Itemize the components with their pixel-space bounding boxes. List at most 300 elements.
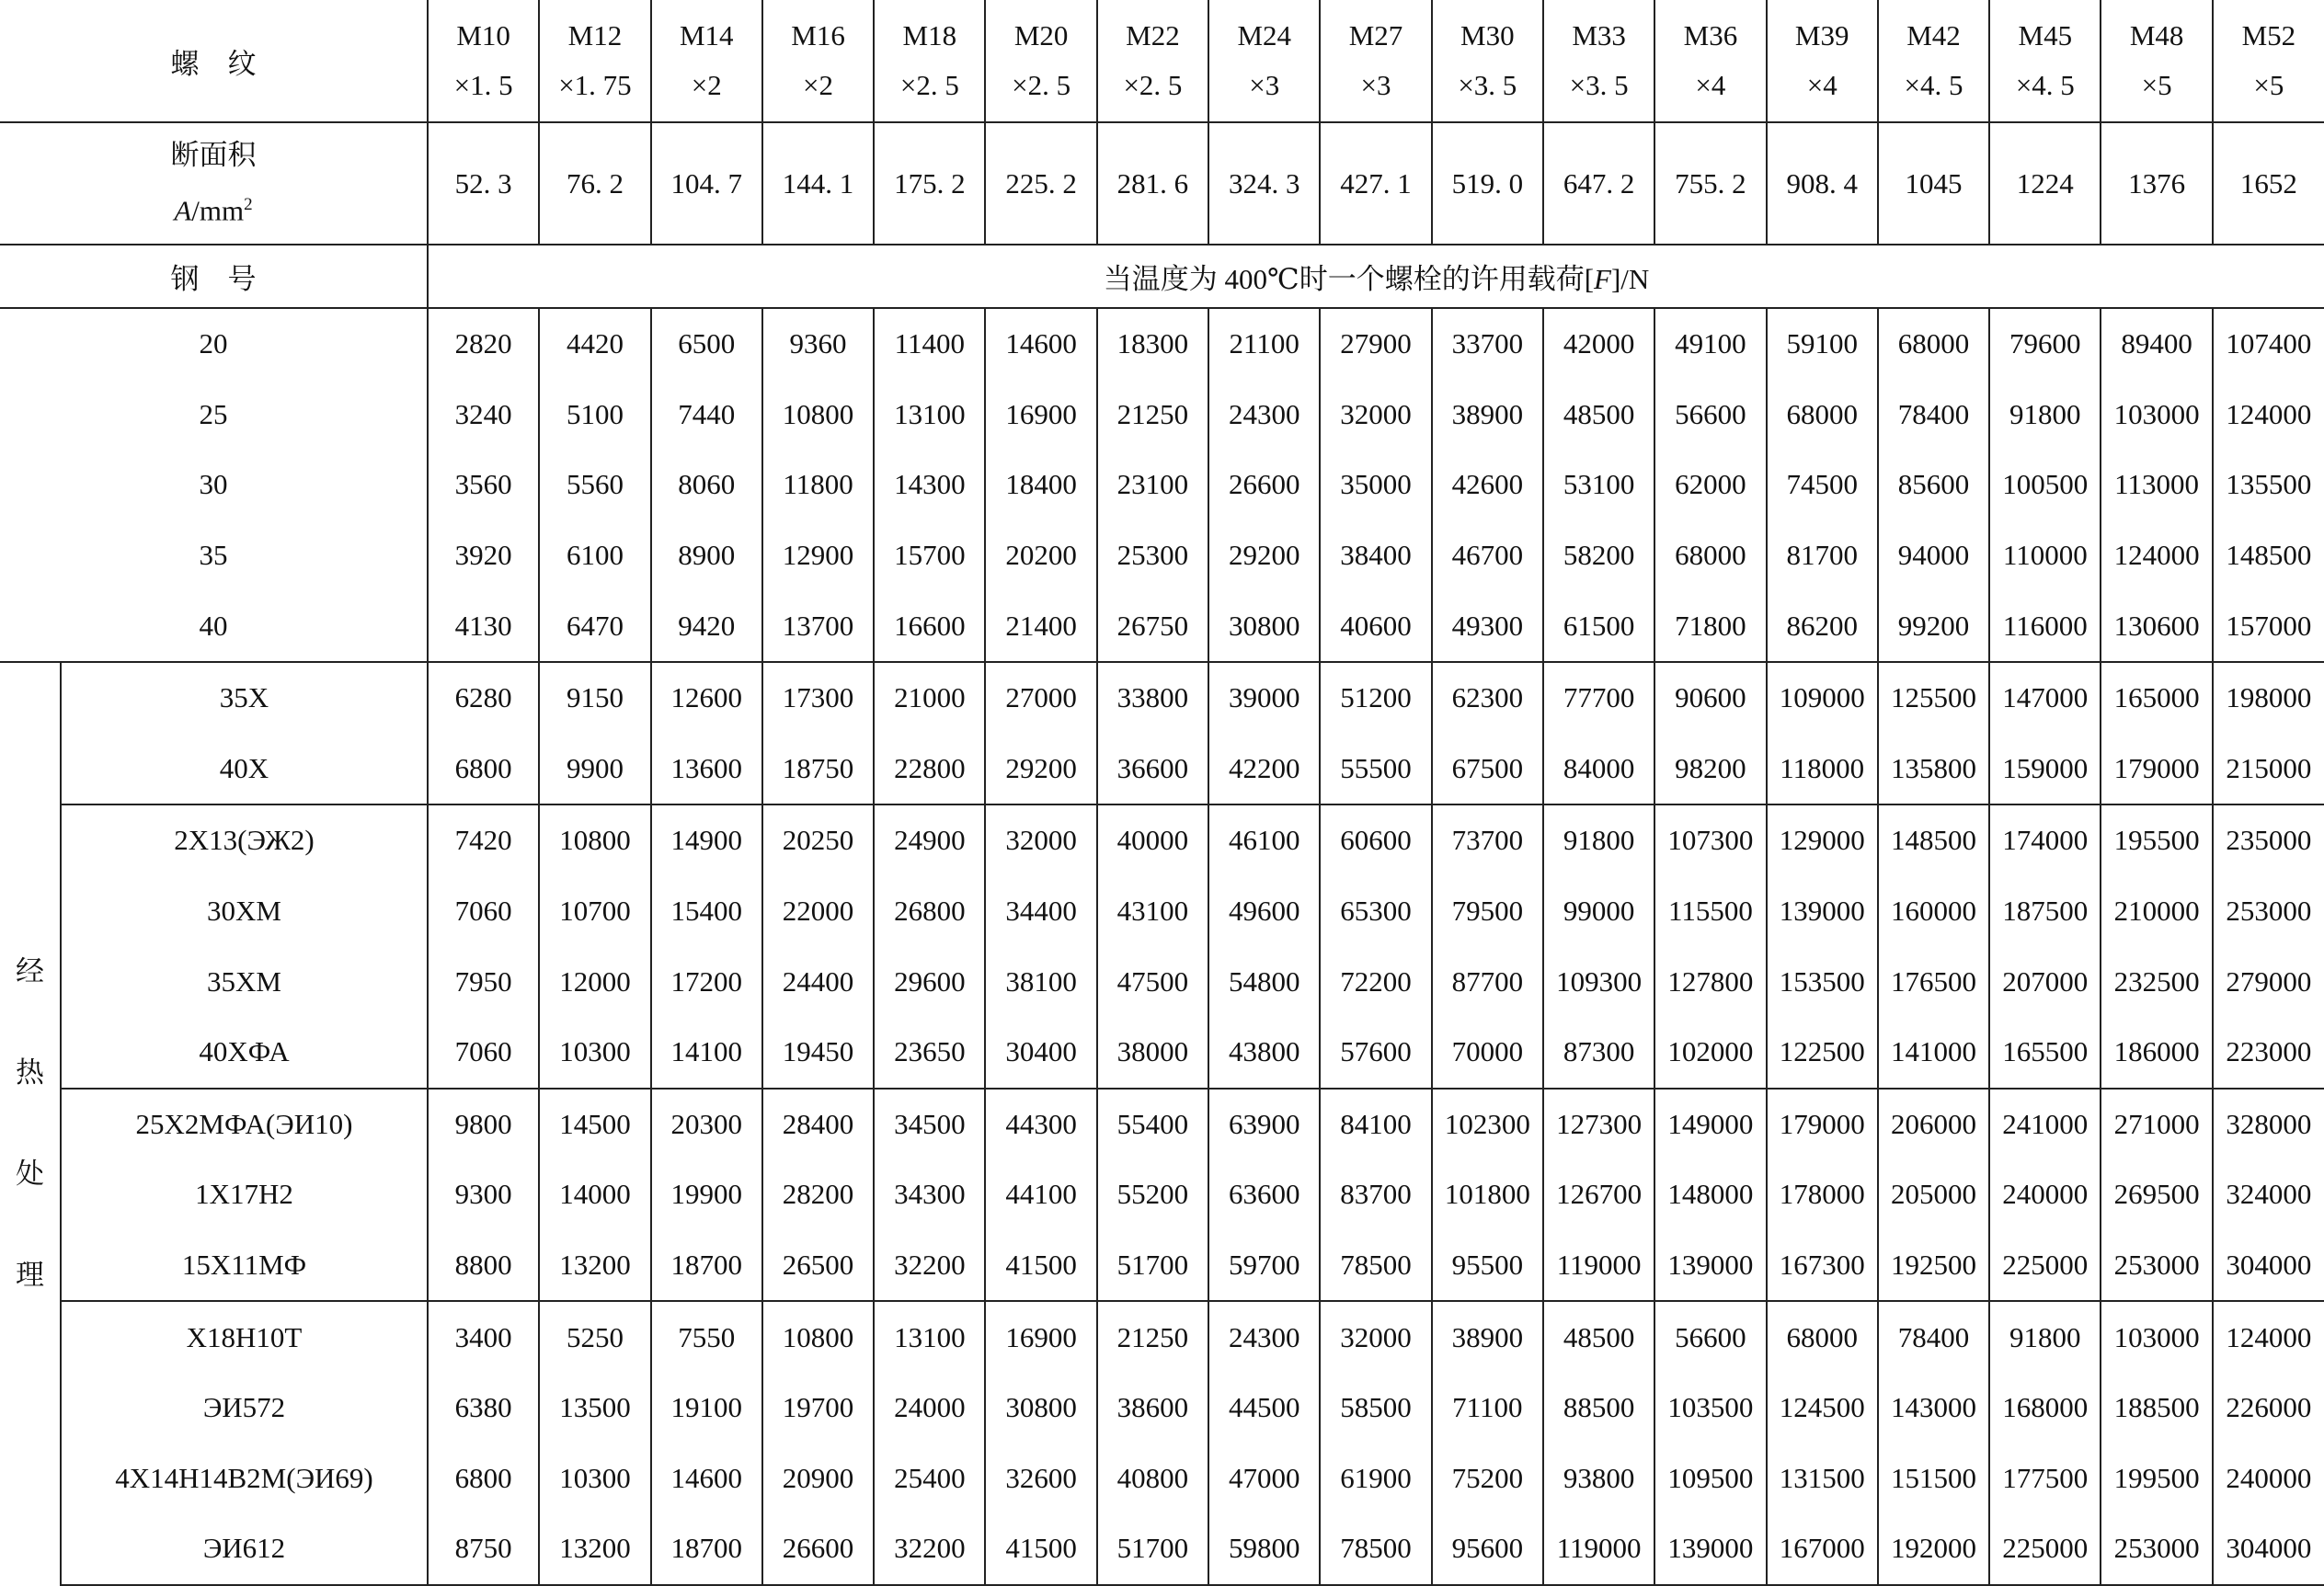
load-value: 22800 [874,734,985,805]
load-value: 174000 [1989,804,2101,876]
load-value: 13100 [874,1301,985,1373]
load-value: 93800 [1543,1443,1654,1514]
load-value: 225000 [1989,1230,2101,1302]
load-value: 7440 [651,380,762,451]
load-value: 90600 [1654,662,1766,734]
load-value: 13600 [651,734,762,805]
heat-treated-char: 处 [16,1158,44,1191]
load-value: 53100 [1543,450,1654,520]
load-value: 101800 [1432,1159,1543,1230]
steel-grade: 1X17H2 [61,1159,428,1230]
steel-grade: 35 [0,520,428,591]
table-row [0,1230,2324,1302]
load-value: 60600 [1320,804,1431,876]
area-value: 175. 2 [874,122,985,245]
load-value: 167300 [1767,1230,1878,1302]
load-value: 81700 [1767,520,1878,591]
load-value: 94000 [1878,520,1989,591]
thread-size-cell [1320,0,1431,122]
load-value: 78500 [1320,1513,1431,1585]
thread-size: M18 [902,19,957,51]
thread-size-cell [874,0,985,122]
thread-size: M12 [567,19,623,51]
load-value: 91800 [1989,1301,2101,1373]
steel-grade: 2X13(ЭЖ2) [61,804,428,876]
thread-pitch: ×3. 5 [1458,69,1517,101]
load-value: 87300 [1543,1017,1654,1089]
load-value: 8060 [651,450,762,520]
load-value: 13200 [539,1230,650,1302]
load-value: 30800 [1208,590,1320,662]
table-row [0,520,2324,591]
thread-size-cell [428,0,539,122]
load-value: 226000 [2226,1391,2312,1424]
thread-size: M20 [1013,19,1069,51]
load-value: 198000 [2226,681,2312,714]
load-value: 7550 [651,1301,762,1373]
load-value: 44100 [985,1159,1096,1230]
load-value: 176500 [1878,946,1989,1017]
load-value: 110000 [1989,520,2101,591]
steel-grade: ЭИ572 [61,1373,428,1443]
load-value: 20900 [762,1443,874,1514]
thread-size-cell [2213,0,2324,122]
load-value: 78400 [1878,380,1989,451]
load-value: 3240 [428,380,539,451]
table-row [0,734,2324,805]
load-value: 58200 [1543,520,1654,591]
load-value: 279000 [2226,964,2312,998]
load-value: 29600 [874,946,985,1017]
load-value: 57600 [1320,1017,1431,1089]
load-value: 109300 [1543,946,1654,1017]
load-value: 41500 [985,1513,1096,1585]
thread-size-cell [2101,0,2212,122]
load-value: 14500 [539,1089,650,1160]
load-value: 157000 [2213,590,2324,662]
load-value: 139000 [1654,1230,1766,1302]
load-value: 199500 [2101,1443,2212,1514]
load-value: 148000 [1654,1159,1766,1230]
heat-treated-char: 理 [16,1259,44,1292]
thread-pitch: ×2. 5 [1123,69,1183,101]
thread-pitch: ×2 [803,69,834,101]
thread-pitch: ×4 [1695,69,1726,101]
load-value: 30800 [985,1373,1096,1443]
thread-pitch: ×1. 5 [453,69,513,101]
load-value: 24300 [1208,1301,1320,1373]
load-value: 43100 [1097,876,1208,947]
load-value: 55400 [1097,1089,1208,1160]
load-value: 10700 [539,876,650,947]
steel-grade: 40XФА [61,1017,428,1089]
load-value: 304000 [2213,1230,2324,1302]
load-value: 25400 [874,1443,985,1514]
load-value: 42600 [1432,450,1543,520]
thread-size: M24 [1237,19,1292,51]
area-value: 225. 2 [985,122,1096,245]
load-value: 240000 [2226,1461,2312,1494]
load-value: 26600 [762,1513,874,1585]
load-value: 33700 [1432,308,1543,380]
load-value: 78500 [1320,1230,1431,1302]
load-value: 4130 [428,590,539,662]
load-value: 225000 [1989,1513,2101,1585]
load-value: 14100 [651,1017,762,1089]
load-value: 14000 [539,1159,650,1230]
load-value: 29200 [985,734,1096,805]
load-value: 179000 [2101,734,2212,805]
load-value: 87700 [1432,946,1543,1017]
area-value: 755. 2 [1654,122,1766,245]
load-value: 72200 [1320,946,1431,1017]
load-value: 14300 [874,450,985,520]
load-value: 30400 [985,1017,1096,1089]
load-value: 73700 [1432,804,1543,876]
load-value: 15400 [651,876,762,947]
load-value: 5250 [539,1301,650,1373]
steel-label-text: 钢 号 [170,263,257,295]
table-row [0,662,2324,734]
load-value: 13700 [762,590,874,662]
load-value: 49300 [1432,590,1543,662]
load-value: 7950 [428,946,539,1017]
load-value: 304000 [2213,1513,2324,1585]
steel-grade: 35XM [61,946,428,1017]
load-value: 271000 [2101,1089,2212,1160]
load-value: 38000 [1097,1017,1208,1089]
load-value: 86200 [1767,590,1878,662]
load-value: 16600 [874,590,985,662]
load-value: 39000 [1208,662,1320,734]
load-title-var: F [1594,263,1611,295]
load-value: 16900 [985,380,1096,451]
load-value: 14900 [651,804,762,876]
load-value: 21400 [985,590,1096,662]
load-value: 68000 [1767,380,1878,451]
load-value: 51700 [1097,1513,1208,1585]
load-value: 12000 [539,946,650,1017]
thread-pitch: ×5 [2141,69,2172,101]
load-value: 159000 [1989,734,2101,805]
load-value: 6500 [651,308,762,380]
load-value: 232500 [2101,946,2212,1017]
steel-grade: 25 [0,380,428,451]
load-value: 40000 [1097,804,1208,876]
load-value: 223000 [2213,1017,2324,1089]
load-value: 206000 [1878,1089,1989,1160]
load-value: 125500 [1878,662,1989,734]
load-value: 56600 [1654,380,1766,451]
thread-size: M10 [456,19,510,51]
load-value: 109000 [1767,662,1878,734]
thread-size-cell [1432,0,1543,122]
thread-size-cell [1097,0,1208,122]
load-value: 12600 [651,662,762,734]
load-value: 10800 [762,1301,874,1373]
load-value: 130600 [2101,590,2212,662]
load-value: 32600 [985,1443,1096,1514]
load-value: 18700 [651,1513,762,1585]
load-value: 49600 [1208,876,1320,947]
steel-grade: 40X [61,734,428,805]
load-value: 16900 [985,1301,1096,1373]
load-value: 178000 [1767,1159,1878,1230]
load-value: 118000 [1767,734,1878,805]
load-value: 27000 [985,662,1096,734]
load-value: 79500 [1432,876,1543,947]
area-unit [0,180,427,235]
load-value: 9420 [651,590,762,662]
thread-pitch: ×3. 5 [1569,69,1629,101]
load-value: 28400 [762,1089,874,1160]
load-value: 38900 [1432,1301,1543,1373]
load-value: 95500 [1432,1230,1543,1302]
load-value: 11400 [874,308,985,380]
steel-header-row [0,245,2324,308]
thread-size-cell [1989,0,2101,122]
load-value: 124000 [2226,1320,2312,1353]
load-value: 26800 [874,876,985,947]
thread-pitch: ×2. 5 [899,69,959,101]
load-value: 51700 [1097,1230,1208,1302]
table-row [0,1301,2324,1373]
load-value: 210000 [2101,876,2212,947]
load-value: 131500 [1767,1443,1878,1514]
load-value: 129000 [1767,804,1878,876]
load-value: 34500 [874,1089,985,1160]
load-value: 143000 [1878,1373,1989,1443]
load-value: 32000 [1320,1301,1431,1373]
load-value: 46100 [1208,804,1320,876]
area-label-text: 断面积 [170,139,257,172]
load-value: 59800 [1208,1513,1320,1585]
load-value: 102000 [1654,1017,1766,1089]
steel-grade: 30XM [61,876,428,947]
thread-size: M36 [1683,19,1738,51]
load-value: 6280 [428,662,539,734]
load-value: 20200 [985,520,1096,591]
load-value: 19100 [651,1373,762,1443]
load-title [428,245,2324,308]
load-value: 107400 [2226,327,2312,360]
thread-size-cell [539,0,650,122]
load-value: 56600 [1654,1301,1766,1373]
load-value: 55200 [1097,1159,1208,1230]
load-value: 91800 [1989,380,2101,451]
load-value: 68000 [1654,520,1766,591]
load-value: 24300 [1208,380,1320,451]
table-row [0,804,2324,876]
load-value: 68000 [1767,1301,1878,1373]
thread-size-cell [762,0,874,122]
thread-size: M39 [1794,19,1849,51]
table-row [0,876,2324,947]
load-value: 205000 [1878,1159,1989,1230]
thread-size-cell [1654,0,1766,122]
load-value: 10300 [539,1017,650,1089]
load-value: 9150 [539,662,650,734]
thread-size-cell [985,0,1096,122]
load-value: 89400 [2101,308,2212,380]
load-value: 179000 [1767,1089,1878,1160]
load-value: 70000 [1432,1017,1543,1089]
load-value: 115500 [1654,876,1766,947]
load-value: 235000 [2226,824,2312,857]
thread-size-cell [651,0,762,122]
load-value: 58500 [1320,1373,1431,1443]
load-value: 103500 [1654,1373,1766,1443]
load-value: 9900 [539,734,650,805]
table-row [0,380,2324,451]
thread-pitch: ×2. 5 [1012,69,1071,101]
load-value: 324000 [2226,1178,2312,1211]
load-value: 59100 [1767,308,1878,380]
load-value: 13500 [539,1373,650,1443]
load-value: 107300 [1654,804,1766,876]
load-value: 18700 [651,1230,762,1302]
thread-size: M33 [1572,19,1626,51]
area-value: 324. 3 [1208,122,1320,245]
load-value: 99200 [1878,590,1989,662]
area-value: 1045 [1878,122,1989,245]
load-value: 32000 [985,804,1096,876]
steel-grade: 30 [0,450,428,520]
load-value: 26500 [762,1230,874,1302]
load-value: 28200 [762,1159,874,1230]
load-value: 177500 [1989,1443,2101,1514]
load-value: 109500 [1654,1443,1766,1514]
thread-size-cell [1767,0,1878,122]
load-value: 4420 [539,308,650,380]
load-value: 5100 [539,380,650,451]
load-value: 19450 [762,1017,874,1089]
load-value: 24000 [874,1373,985,1443]
thread-label-text: 螺 纹 [170,47,257,80]
load-value: 41500 [985,1230,1096,1302]
load-value: 83700 [1320,1159,1431,1230]
load-value: 32200 [874,1513,985,1585]
load-value: 78400 [1878,1301,1989,1373]
load-value: 2820 [428,308,539,380]
load-value: 195500 [2101,804,2212,876]
thread-pitch: ×4. 5 [2015,69,2075,101]
load-value: 269500 [2101,1159,2212,1230]
load-value: 88500 [1543,1373,1654,1443]
thread-header-label [0,0,428,122]
load-value: 17300 [762,662,874,734]
area-value: 104. 7 [651,122,762,245]
area-value: 1376 [2101,122,2212,245]
load-value: 11800 [762,450,874,520]
load-value: 20250 [762,804,874,876]
load-value: 165500 [1989,1017,2101,1089]
thread-size: M27 [1348,19,1403,51]
load-value: 54800 [1208,946,1320,1017]
load-value: 33800 [1097,662,1208,734]
load-value: 186000 [2101,1017,2212,1089]
area-value: 647. 2 [1543,122,1654,245]
load-value: 61900 [1320,1443,1431,1514]
load-value: 14600 [985,308,1096,380]
thread-size: M52 [2241,19,2296,51]
load-value: 103000 [2101,1301,2212,1373]
load-value: 13200 [539,1513,650,1585]
load-value: 3400 [428,1301,539,1373]
load-value: 34300 [874,1159,985,1230]
load-value: 10800 [539,804,650,876]
load-value: 124000 [2226,397,2312,430]
table-row [0,946,2324,1017]
load-value: 42000 [1543,308,1654,380]
load-value: 98200 [1654,734,1766,805]
load-value: 167000 [1767,1513,1878,1585]
load-value: 17200 [651,946,762,1017]
table-row [0,308,2324,380]
heat-treated-char: 经 [16,955,44,988]
load-value: 24900 [874,804,985,876]
area-unit-exponent: 2 [244,195,253,215]
load-value: 67500 [1432,734,1543,805]
load-value: 22000 [762,876,874,947]
thread-size-cell [1208,0,1320,122]
load-value: 38600 [1097,1373,1208,1443]
thread-pitch: ×3 [1360,69,1391,101]
load-value: 23100 [1097,450,1208,520]
load-value: 38100 [985,946,1096,1017]
table-row [0,450,2324,520]
thread-size: M42 [1906,19,1961,51]
load-value: 119000 [1543,1230,1654,1302]
thread-size: M22 [1126,19,1180,51]
load-value: 51200 [1320,662,1431,734]
load-value: 44500 [1208,1373,1320,1443]
steel-grade: X18H10T [61,1301,428,1373]
steel-grade: 4X14H14B2M(ЭИ69) [61,1443,428,1514]
load-value: 21250 [1097,380,1208,451]
load-value: 21000 [874,662,985,734]
heat-treated-label [0,662,61,1585]
table-row [0,1443,2324,1514]
table-row [0,1017,2324,1089]
load-value: 47500 [1097,946,1208,1017]
load-value: 3560 [428,450,539,520]
thread-size: M30 [1460,19,1515,51]
load-value: 8750 [428,1513,539,1585]
load-value: 62300 [1432,662,1543,734]
load-value: 8900 [651,520,762,591]
steel-grade: ЭИ612 [61,1513,428,1585]
thread-size-cell [1543,0,1654,122]
load-value: 187500 [1989,876,2101,947]
load-value: 95600 [1432,1513,1543,1585]
load-value: 32000 [1320,380,1431,451]
load-value: 126700 [1543,1159,1654,1230]
area-header-row [0,122,2324,245]
load-value: 26600 [1208,450,1320,520]
load-value: 19900 [651,1159,762,1230]
load-value: 5560 [539,450,650,520]
table-row [0,1513,2324,1585]
load-value: 7060 [428,1017,539,1089]
load-value: 253000 [2101,1230,2212,1302]
load-value: 19700 [762,1373,874,1443]
load-value: 6800 [428,1443,539,1514]
load-value: 168000 [1989,1373,2101,1443]
load-value: 10300 [539,1443,650,1514]
steel-header-label [0,245,428,308]
load-value: 23650 [874,1017,985,1089]
